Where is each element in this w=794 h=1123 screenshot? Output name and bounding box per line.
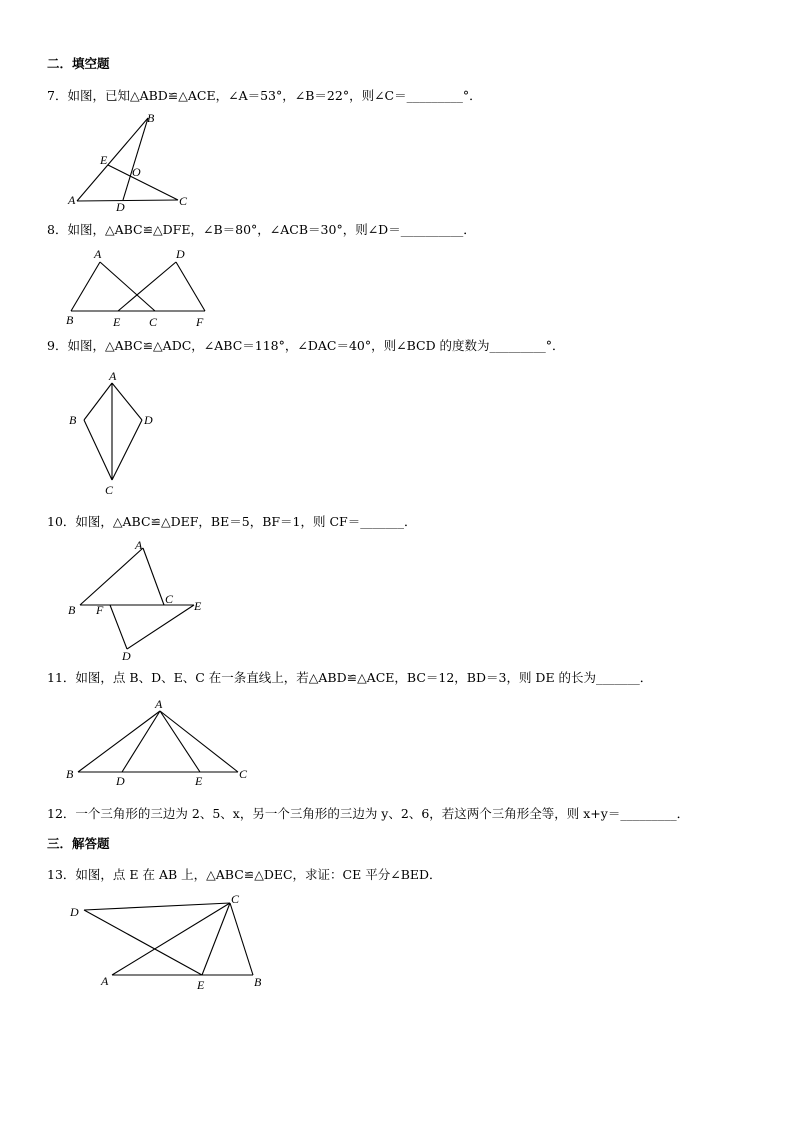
point-label: B <box>66 313 74 327</box>
question-10-text: 10．如图，△ABC≌△DEF，BE＝5，BF＝1，则 CF＝_______． <box>47 514 417 529</box>
point-label: C <box>165 592 174 606</box>
point-label: B <box>69 413 77 427</box>
point-label: O <box>132 165 141 179</box>
segment <box>77 200 178 201</box>
point-label: A <box>109 369 117 383</box>
point-label: D <box>144 413 153 427</box>
segment <box>230 903 253 975</box>
segment <box>112 383 142 420</box>
point-label: F <box>96 603 104 617</box>
segment <box>84 910 202 975</box>
segment <box>202 903 230 975</box>
point-label: E <box>197 978 205 992</box>
point-label: D <box>116 774 125 788</box>
point-label: A <box>135 538 143 552</box>
segment <box>112 420 142 480</box>
point-label: A <box>94 247 102 261</box>
point-label: E <box>195 774 203 788</box>
point-label: D <box>176 247 185 261</box>
point-label: D <box>70 905 79 919</box>
question-9-figure <box>60 360 170 500</box>
point-label: C <box>231 892 240 906</box>
point-label: C <box>149 315 158 329</box>
point-label: D <box>116 200 125 214</box>
section-heading-fill-in: 二．填空题 <box>47 56 110 71</box>
question-11-figure <box>60 694 260 794</box>
point-label: E <box>100 153 108 167</box>
question-12-text: 12．一个三角形的三边为 2、5、x，另一个三角形的三边为 y、2、6，若这两个三角形全等，则 x+y＝_________． <box>47 806 690 821</box>
segment <box>108 165 178 200</box>
segment <box>84 903 230 910</box>
question-9-text: 9．如图，△ABC≌△ADC，∠ABC＝118°，∠DAC＝40°，则∠BCD 的度数为_________°． <box>47 338 565 353</box>
segment <box>123 118 148 200</box>
segment <box>77 118 148 201</box>
point-label: B <box>147 111 155 125</box>
question-8-text: 8．如图，△ABC≌△DFE，∠B＝80°，∠ACB＝30°，则∠D＝__________． <box>47 222 476 237</box>
segment <box>143 548 164 605</box>
point-label: D <box>122 649 131 663</box>
point-label: E <box>194 599 202 613</box>
point-label: C <box>179 194 188 208</box>
segment <box>84 420 112 480</box>
segment <box>110 605 127 649</box>
segment <box>122 711 160 772</box>
segment <box>160 711 238 772</box>
segment <box>84 383 112 420</box>
question-10-figure <box>60 534 220 664</box>
point-label: B <box>68 603 76 617</box>
point-label: C <box>105 483 114 497</box>
point-label: C <box>239 767 248 781</box>
question-8-figure <box>60 242 220 332</box>
point-label: B <box>66 767 74 781</box>
segment <box>112 903 230 975</box>
point-label: B <box>254 975 262 989</box>
question-13-text: 13．如图，点 E 在 AB 上，△ABC≌△DEC，求证：CE 平分∠BED． <box>47 867 442 882</box>
segment <box>127 605 194 649</box>
segment <box>176 262 205 311</box>
segment <box>78 711 160 772</box>
question-13-figure <box>60 888 280 998</box>
question-11-text: 11．如图，点 B、D、E、C 在一条直线上，若△ABD≌△ACE，BC＝12，BD＝3，则 DE 的长为_______． <box>47 670 653 685</box>
question-7-figure <box>60 108 200 213</box>
segment <box>80 548 143 605</box>
point-label: A <box>101 974 109 988</box>
segment <box>71 262 100 311</box>
point-label: E <box>113 315 121 329</box>
point-label: F <box>196 315 204 329</box>
point-label: A <box>155 697 163 711</box>
question-7-text: 7．如图，已知△ABD≌△ACE，∠A＝53°，∠B＝22°，则∠C＝_________°． <box>47 88 482 103</box>
point-label: A <box>68 193 76 207</box>
section-heading-answers: 三．解答题 <box>47 836 110 851</box>
segment <box>160 711 200 772</box>
